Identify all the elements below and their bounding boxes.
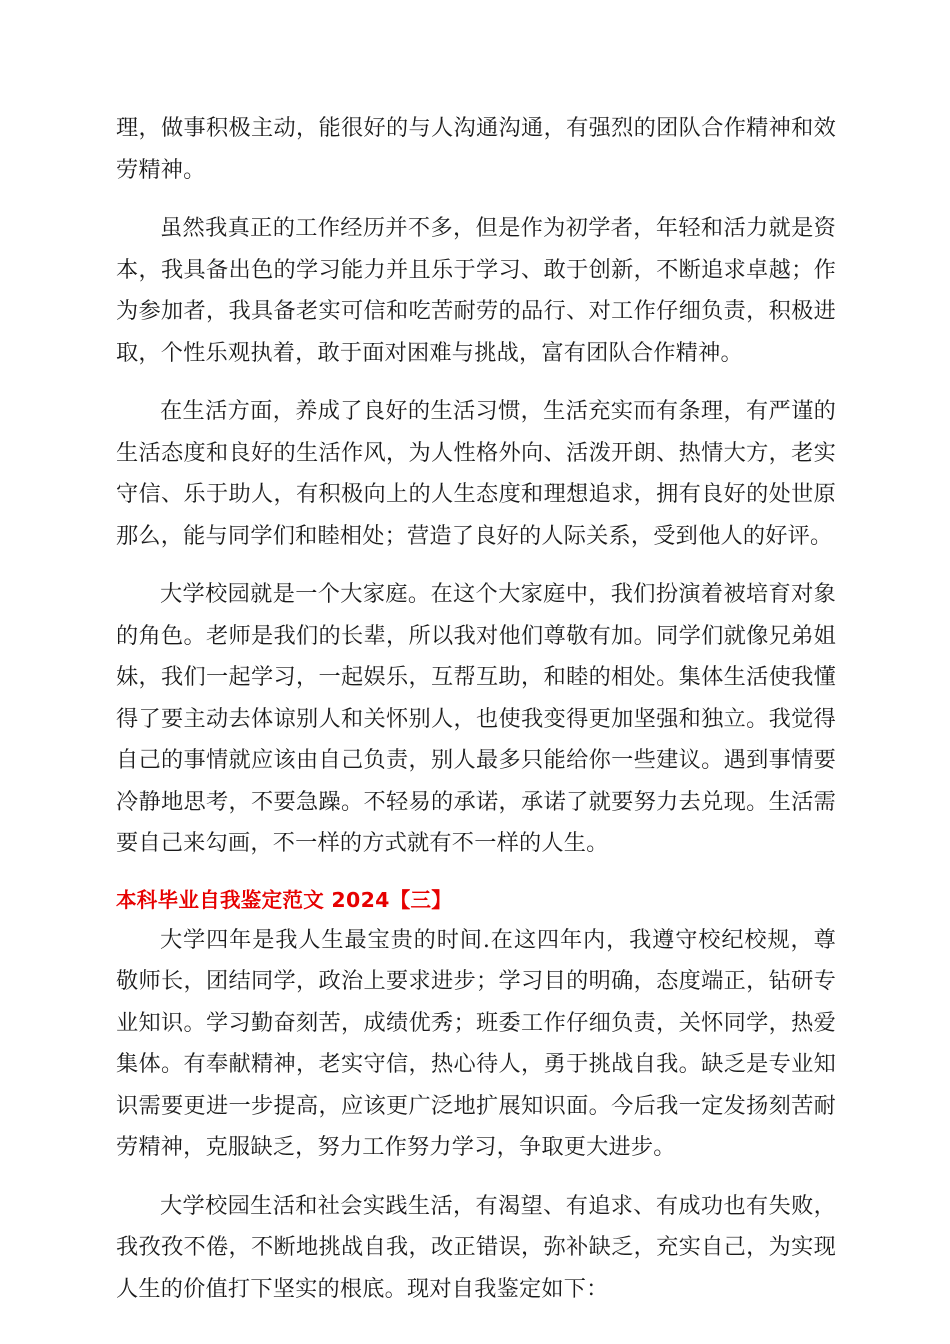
- document-body: [116, 108, 836, 1327]
- section-heading: 本科毕业自我鉴定范文 2024【三】: [116, 887, 453, 912]
- paragraph-four-years: 大学四年是我人生最宝贵的时间.在这四年内，我遵守校纪校规，尊敬师长，团结同学，政治上要求进步；学习目的明确，态度端正，钻研专业知识。学习勤奋刻苦，成绩优秀；班委工作仔细负责，关怀同学，热爱集体。有奉献精神，老实守信，热心待人，勇于挑战自我。缺乏是专业知识需要更进一步提高，应该更广泛地扩展知识面。今后我一定发扬刻苦耐劳精神，克服缺乏，努力工作努力学习，争取更大进步。: [116, 926, 836, 1160]
- paragraph-life-habits: 在生活方面，养成了良好的生活习惯，生活充实而有条理，有严谨的生活态度和良好的生活作风，为人性格外向、活泼开朗、热情大方，老实守信、乐于助人，有积极向上的人生态度和理想追求，拥有良好的处世原那么，能与同学们和睦相处；营造了良好的人际关系，受到他人的好评。: [116, 398, 836, 549]
- paragraph-work-experience: 虽然我真正的工作经历并不多，但是作为初学者，年轻和活力就是资本，我具备出色的学习能力并且乐于学习、敢于创新，不断追求卓越；作为参加者，我具备老实可信和吃苦耐劳的品行、对工作仔细负责，积极进取，个性乐观执着，敢于面对困难与挑战，富有团队合作精神。: [116, 215, 836, 366]
- paragraph-self-assessment-intro: 大学校园生活和社会实践生活，有渴望、有追求、有成功也有失败，我孜孜不倦，不断地挑战自我，改正错误，弥补缺乏，充实自己，为实现人生的价值打下坚实的根底。现对自我鉴定如下：: [116, 1192, 836, 1302]
- paragraph-continuation: 理，做事积极主动，能很好的与人沟通沟通，有强烈的团队合作精神和效劳精神。: [116, 115, 836, 183]
- paragraph-campus-family: 大学校园就是一个大家庭。在这个大家庭中，我们扮演着被培育对象的角色。老师是我们的长辈，所以我对他们尊敬有加。同学们就像兄弟姐妹，我们一起学习，一起娱乐，互帮互助，和睦的相处。集体生活使我懂得了要主动去体谅别人和关怀别人，也使我变得更加坚强和独立。我觉得自己的事情就应该由自己负责，别人最多只能给你一些建议。遇到事情要冷静地思考，不要急躁。不轻易的承诺，承诺了就要努力去兑现。生活需要自己来勾画，不一样的方式就有不一样的人生。: [116, 581, 836, 856]
